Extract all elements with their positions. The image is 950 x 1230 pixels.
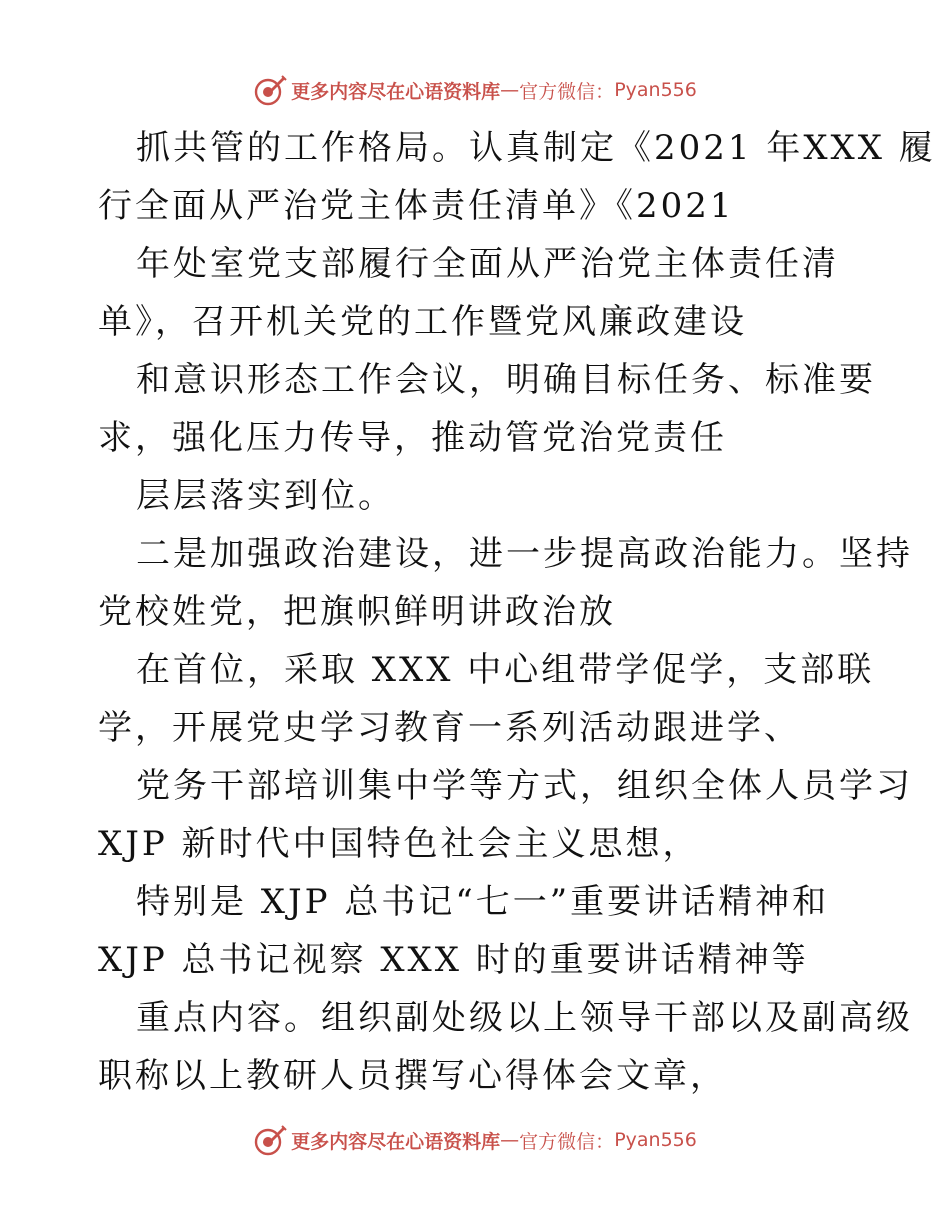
text-line: 职称以上教研人员撰写心得体会文章， xyxy=(98,1056,727,1096)
watermark-main-text: 更多内容尽在心语资料库 xyxy=(291,1130,501,1153)
text-line: XJP 新时代中国特色社会主义思想， xyxy=(98,824,700,864)
watermark-separator: — xyxy=(500,79,520,101)
watermark-main-text: 更多内容尽在心语资料库 xyxy=(291,80,501,103)
pen-logo-icon xyxy=(253,73,287,107)
footer-watermark xyxy=(0,1120,950,1160)
text-line: 层层落实到位。 xyxy=(136,476,395,516)
text-line: 单》，召开机关党的工作暨党风廉政建设 xyxy=(98,302,747,342)
text-line: 抓共管的工作格局。认真制定《2021 年XXX 履 xyxy=(136,128,936,168)
text-line: 学，开展党史学习教育一系列活动跟进学、 xyxy=(98,708,801,748)
watermark-separator: — xyxy=(500,1129,520,1151)
text-line: 行全面从严治党主体责任清单》《2021 xyxy=(98,186,735,226)
pen-logo-icon xyxy=(253,1123,287,1157)
text-line: 和意识形态工作会议，明确目标任务、标准要 xyxy=(136,360,876,400)
text-line: XJP 总书记视察 XXX 时的重要讲话精神等 xyxy=(98,940,809,980)
text-line: 年处室党支部履行全面从严治党主体责任清 xyxy=(136,244,839,284)
text-line: 党务干部培训集中学等方式，组织全体人员学习 xyxy=(136,766,913,806)
watermark-wechat-id: Pyan556 xyxy=(614,79,697,101)
document-body xyxy=(98,124,936,1110)
header-watermark xyxy=(0,70,950,110)
text-line: 在首位，采取 XXX 中心组带学促学，支部联 xyxy=(136,650,875,690)
watermark-wechat-id: Pyan556 xyxy=(614,1129,697,1151)
text-line: 求，强化压力传导，推动管党治党责任 xyxy=(98,418,727,458)
text-line: 重点内容。组织副处级以上领导干部以及副高级 xyxy=(136,998,913,1038)
text-line: 特别是 XJP 总书记“七一”重要讲话精神和 xyxy=(136,882,830,922)
text-line: 二是加强政治建设，进一步提高政治能力。坚持 xyxy=(136,534,913,574)
watermark-wechat-label: 官方微信： xyxy=(519,1130,615,1153)
text-line: 党校姓党，把旗帜鲜明讲政治放 xyxy=(98,592,616,632)
watermark-wechat-label: 官方微信： xyxy=(519,80,615,103)
